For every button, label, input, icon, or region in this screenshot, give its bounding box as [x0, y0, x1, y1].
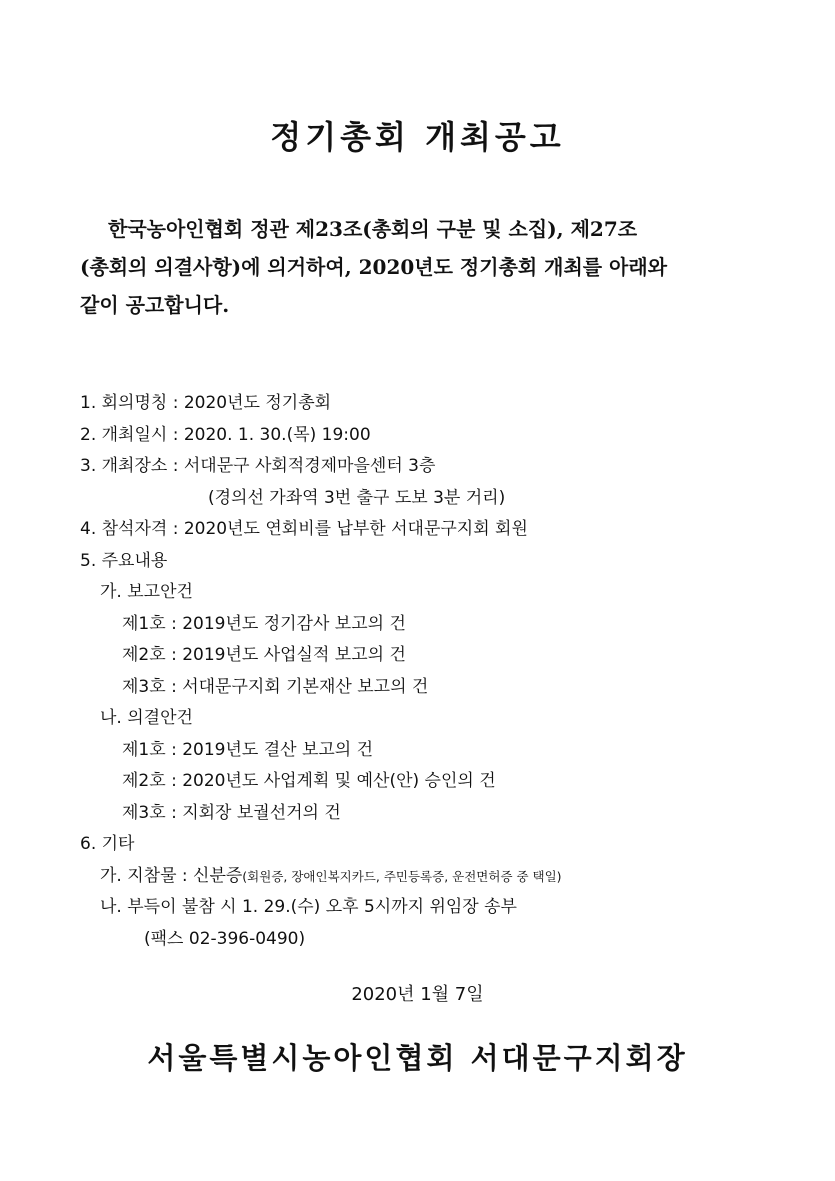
agenda-list [80, 388, 780, 955]
item-venue-directions: (경의선 가좌역 3번 출구 도보 3분 거리) [208, 487, 506, 508]
item-other: 6. 기타 [80, 834, 135, 854]
items-to-bring-label: 가. 지참물 : 신분증 [100, 865, 243, 886]
report-agenda-3: 제3호 : 서대문구지회 기본재산 보고의 건 [122, 676, 429, 697]
item-proxy-notice: 나. 부득이 불참 시 1. 29.(수) 오후 5시까지 위임장 송부 [100, 897, 517, 917]
item-items-to-bring [80, 861, 780, 893]
intro-line-2: (총회의 의결사항)에 의거하여, 2020년도 정기총회 개최를 아래와 [80, 255, 668, 279]
resolution-agenda-1: 제1호 : 2019년도 결산 보고의 건 [122, 739, 374, 760]
item-meeting-name: 1. 회의명칭 : 2020년도 정기총회 [80, 393, 332, 413]
intro-line-1: 한국농아인협회 정관 제23조(총회의 구분 및 소집), 제27조 [108, 217, 638, 241]
intro-paragraph [80, 210, 770, 324]
item-main-content: 5. 주요내용 [80, 550, 168, 571]
report-agenda-2: 제2호 : 2019년도 사업실적 보고의 건 [122, 645, 406, 665]
item-meeting-venue: 3. 개최장소 : 서대문구 사회적경제마을센터 3층 [80, 456, 436, 476]
resolution-agenda-2: 제2호 : 2020년도 사업계획 및 예산(안) 승인의 건 [122, 771, 496, 791]
item-meeting-datetime: 2. 개최일시 : 2020. 1. 30.(목) 19:00 [80, 424, 371, 445]
item-eligibility: 4. 참석자격 : 2020년도 연회비를 납부한 서대문구지회 회원 [80, 519, 528, 539]
issuer-signature: 서울특별시농아인협회 서대문구지회장 [147, 1041, 688, 1075]
items-to-bring-note: (회원증, 장애인복지카드, 주민등록증, 운전면허증 중 택일) [242, 868, 562, 884]
document-title: 정기총회 개최공고 [270, 118, 565, 156]
item-fax-number: (팩스 02-396-0490) [144, 928, 306, 949]
notice-date: 2020년 1월 7일 [351, 984, 484, 1005]
report-agenda-1: 제1호 : 2019년도 정기감사 보고의 건 [122, 613, 406, 634]
intro-line-3: 같이 공고합니다. [80, 293, 230, 317]
resolution-agenda-3: 제3호 : 지회장 보궐선거의 건 [122, 802, 341, 823]
item-resolution-agenda: 나. 의결안건 [100, 708, 193, 728]
item-report-agenda: 가. 보고안건 [100, 582, 193, 602]
